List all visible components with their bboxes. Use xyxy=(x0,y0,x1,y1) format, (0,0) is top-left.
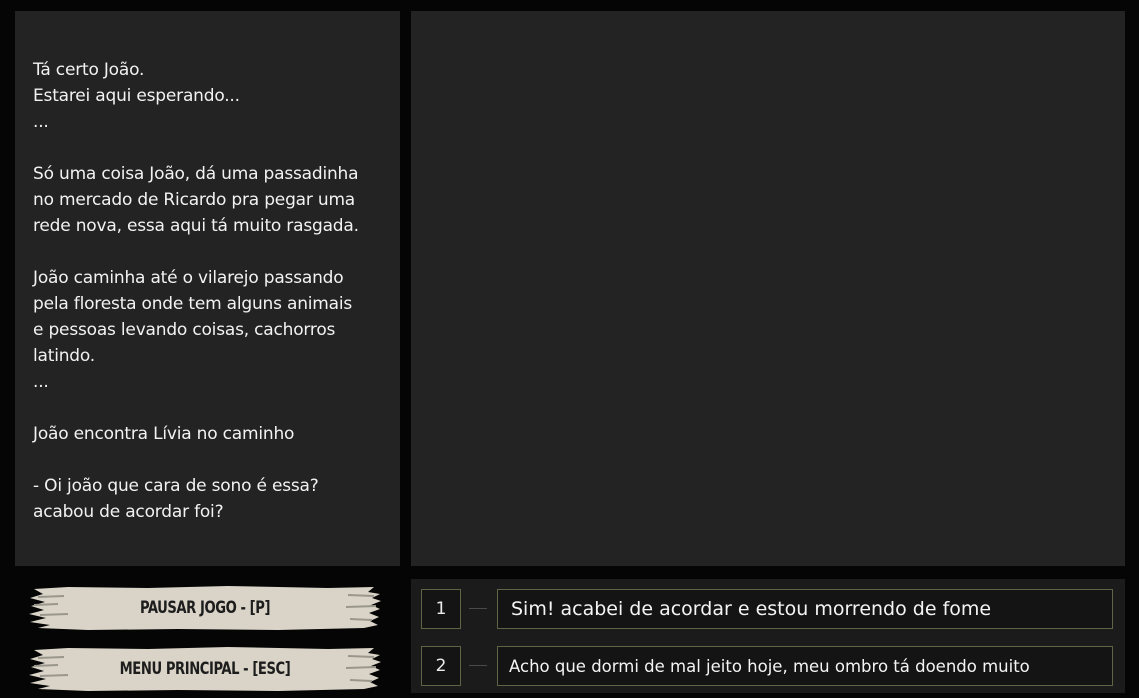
choice-number: 2 xyxy=(421,646,461,686)
story-line xyxy=(33,239,382,265)
story-text-panel xyxy=(15,11,400,566)
story-line xyxy=(33,447,382,473)
main-menu-label: MENU PRINCIPAL - [ESC] xyxy=(119,659,291,679)
story-line: ... xyxy=(33,112,49,132)
story-line: Tá certo João. xyxy=(33,60,145,80)
choice-option-1[interactable] xyxy=(421,589,1115,629)
choice-text[interactable]: Sim! acabei de acordar e estou morrendo de fome xyxy=(497,589,1113,629)
story-line: Só uma coisa João, dá uma passadinha xyxy=(33,164,359,184)
choice-connector xyxy=(469,665,487,666)
choice-connector xyxy=(469,608,487,609)
story-line: ... xyxy=(33,372,49,392)
story-line: João encontra Lívia no caminho xyxy=(33,424,295,444)
story-line: e pessoas levando coisas, cachorros xyxy=(33,320,336,340)
pause-game-button[interactable] xyxy=(28,585,382,631)
story-line: João caminha até o vilarejo passando xyxy=(33,268,344,288)
story-line: latindo. xyxy=(33,346,96,366)
story-line: acabou de acordar foi? xyxy=(33,502,224,522)
pause-game-label: PAUSAR JOGO - [P] xyxy=(139,598,271,618)
main-menu-button[interactable] xyxy=(28,646,382,692)
story-line: Estarei aqui esperando... xyxy=(33,86,240,106)
story-line: rede nova, essa aqui tá muito rasgada. xyxy=(33,216,359,236)
story-line: - Oi joão que cara de sono é essa? xyxy=(33,476,319,496)
choice-option-2[interactable] xyxy=(421,646,1115,686)
choice-text[interactable]: Acho que dormi de mal jeito hoje, meu ombro tá doendo muito xyxy=(497,646,1113,686)
dialogue-choices xyxy=(411,579,1125,693)
story-line xyxy=(33,395,382,421)
story-line: pela floresta onde tem alguns animais xyxy=(33,294,353,314)
story-line xyxy=(33,135,382,161)
story-line: no mercado de Ricardo pra pegar uma xyxy=(33,190,356,210)
choice-number: 1 xyxy=(421,589,461,629)
scene-view xyxy=(411,11,1125,566)
